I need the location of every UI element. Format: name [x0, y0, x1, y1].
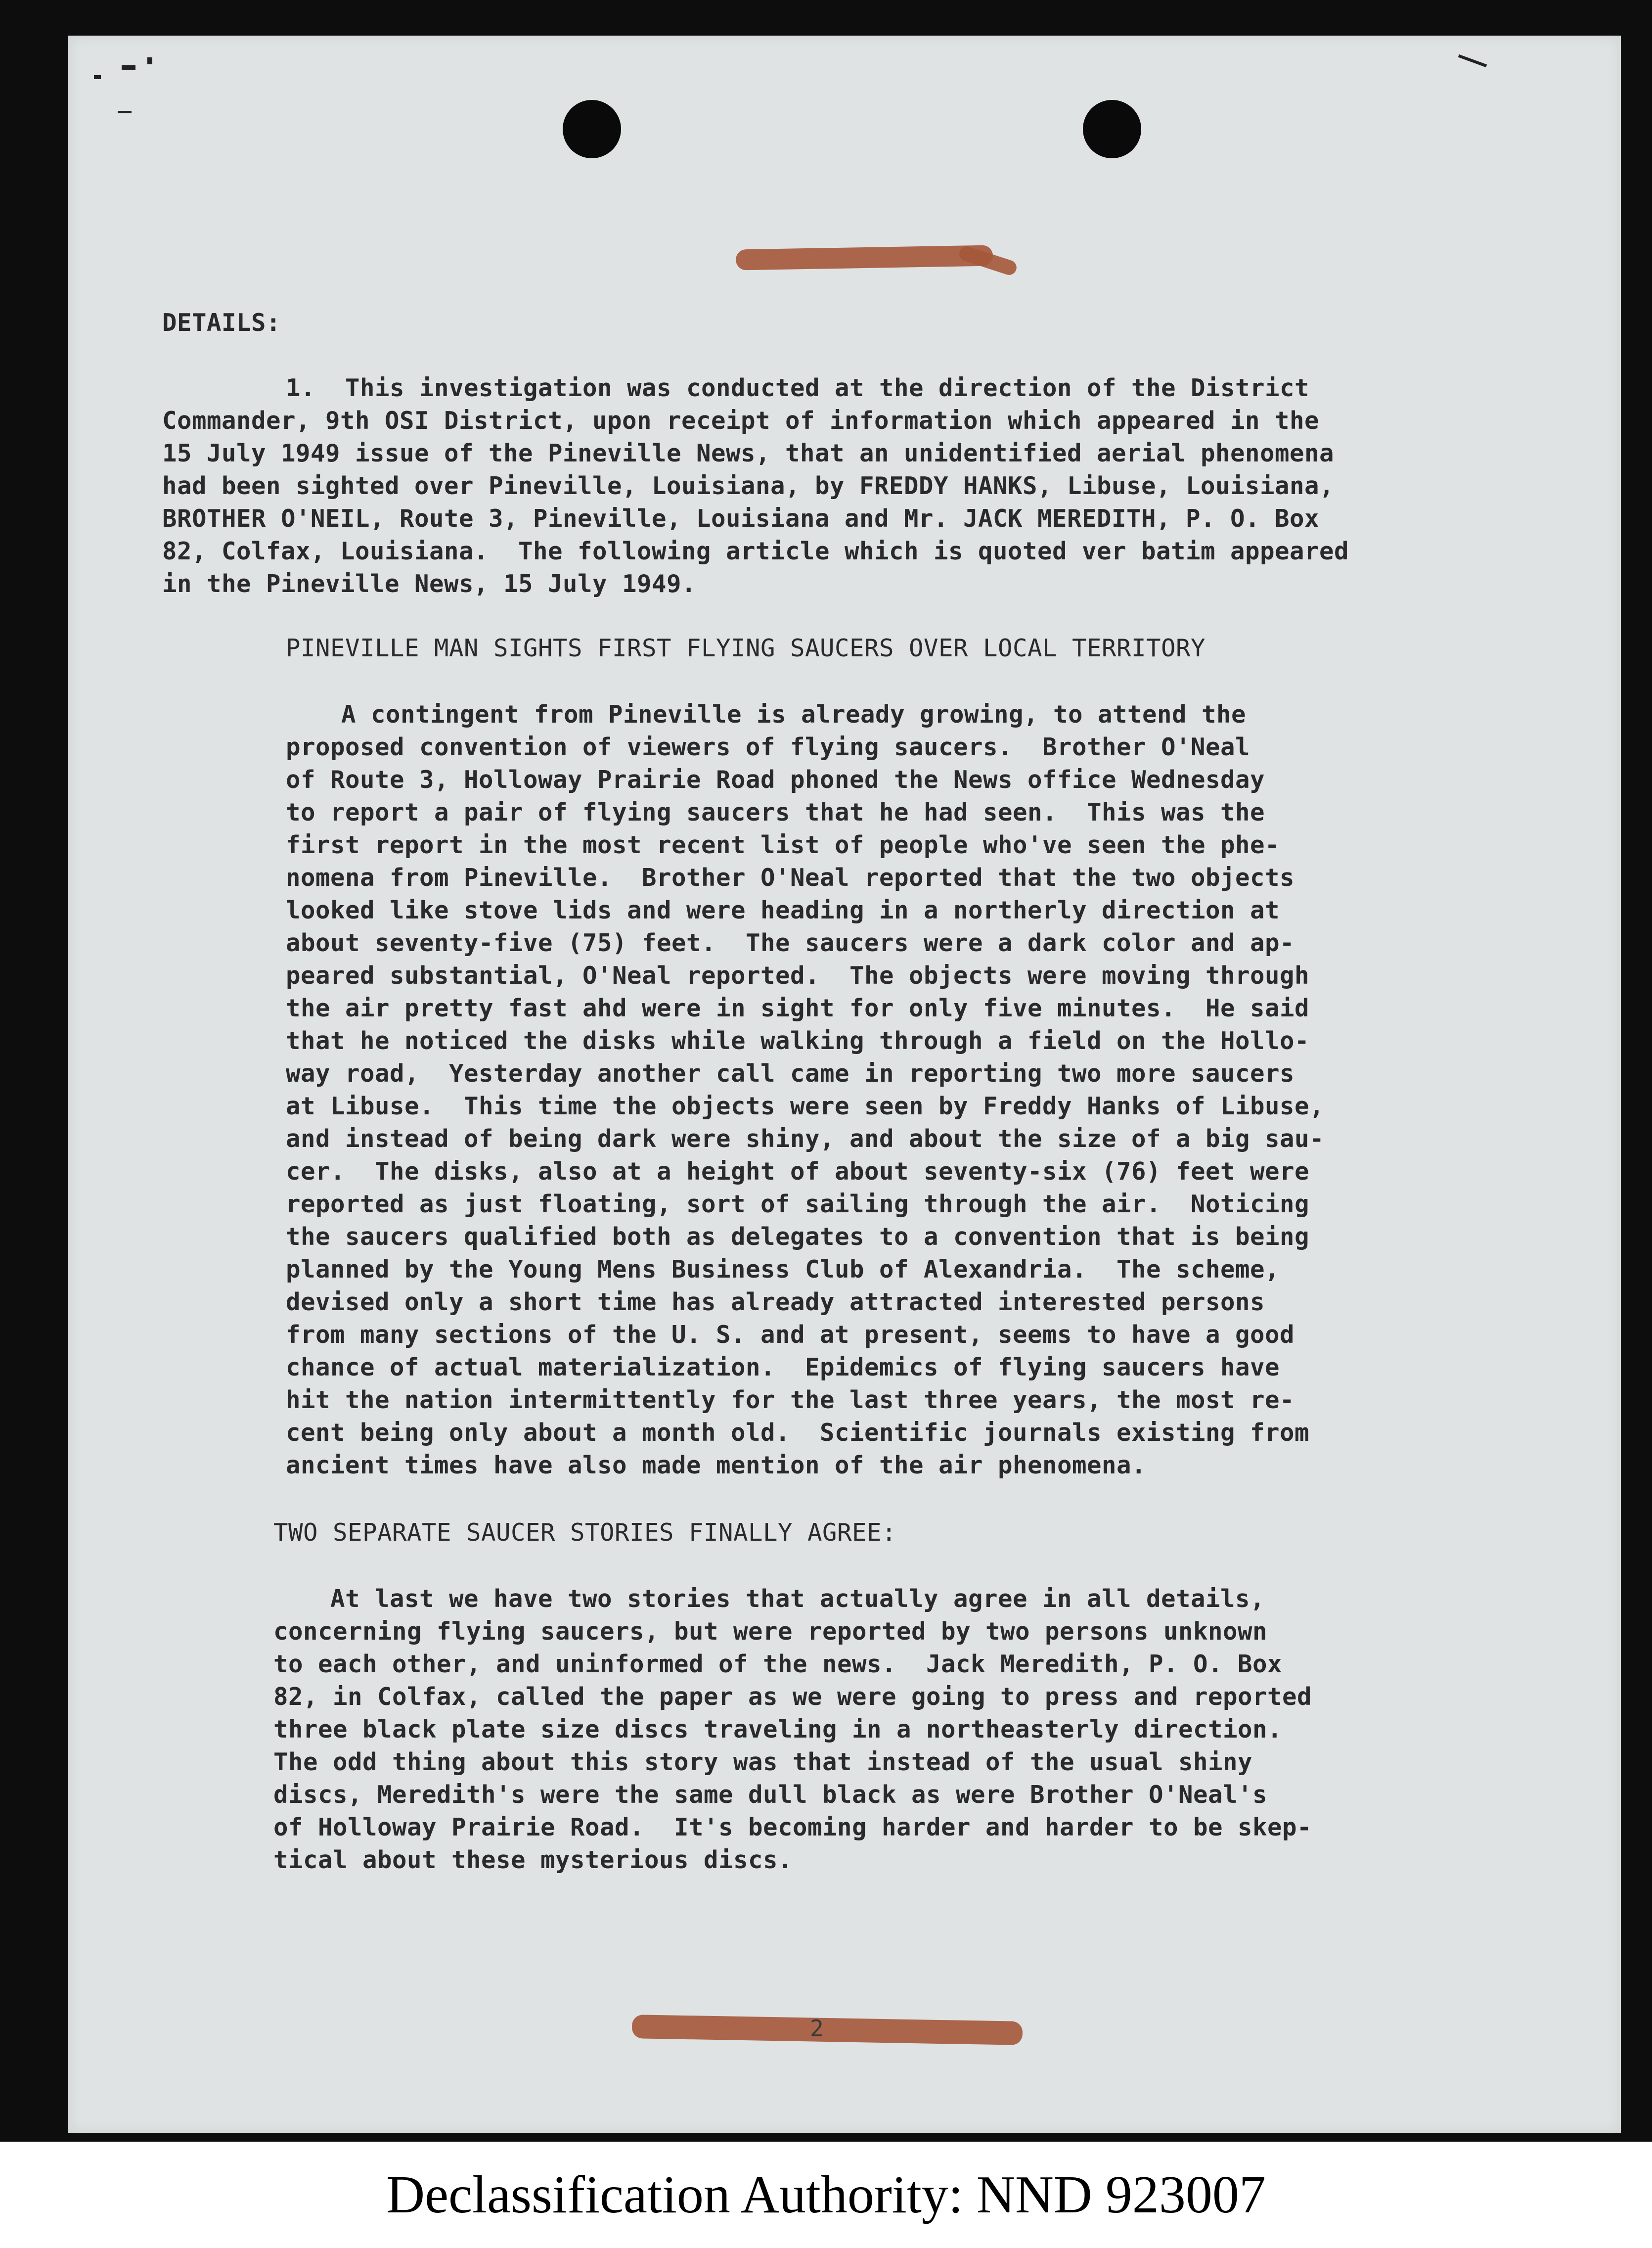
paragraph-1-line: 15 July 1949 issue of the Pineville News, that an unidentified aerial phenomena — [162, 439, 1335, 467]
article-2-line: The odd thing about this story was that instead of the usual shiny — [273, 1748, 1253, 1776]
article-1-line: hit the nation intermittently for the last three years, the most re- — [286, 1386, 1295, 1414]
article-2-line: 82, in Colfax, called the paper as we were going to press and reported — [273, 1683, 1312, 1711]
article-1-line: the saucers qualified both as delegates to a convention that is being — [286, 1223, 1310, 1251]
article-2-line: discs, Meredith's were the same dull black as were Brother O'Neal's — [273, 1781, 1268, 1809]
declassification-footer — [0, 2142, 1652, 2248]
article-2-line: to each other, and uninformed of the news. Jack Meredith, P. O. Box — [273, 1650, 1283, 1678]
article-1-line: and instead of being dark were shiny, and about the size of a big sau- — [286, 1125, 1325, 1153]
article-2-line: three black plate size discs traveling in a northeasterly direction. — [273, 1715, 1283, 1743]
article-1-title: PINEVILLE MAN SIGHTS FIRST FLYING SAUCERS OVER LOCAL TERRITORY — [286, 634, 1206, 662]
details-heading: DETAILS: — [162, 309, 281, 337]
article-2-line: tical about these mysterious discs. — [273, 1846, 793, 1874]
paragraph-1-line: in the Pineville News, 15 July 1949. — [162, 570, 697, 598]
article-1-line: the air pretty fast ahd were in sight for only five minutes. He said — [286, 994, 1310, 1022]
article-1-line: reported as just floating, sort of sailing through the air. Noticing — [286, 1190, 1310, 1218]
article-1-line: A contingent from Pineville is already growing, to attend the — [341, 700, 1247, 729]
article-1-line: first report in the most recent list of people who've seen the phe- — [286, 831, 1280, 859]
article-1-line: ancient times have also made mention of the air phenomena. — [286, 1451, 1147, 1479]
punch-hole-right — [1083, 100, 1141, 158]
article-2-line: concerning flying saucers, but were reported by two persons unknown — [273, 1617, 1268, 1646]
article-1-line: cent being only about a month old. Scientific journals existing from — [286, 1419, 1310, 1447]
classification-redaction-top — [736, 245, 993, 270]
article-1-line: devised only a short time has already attracted interested persons — [286, 1288, 1265, 1316]
article-2-line: of Holloway Prairie Road. It's becoming harder and harder to be skep- — [273, 1813, 1312, 1841]
article-1-line: planned by the Young Mens Business Club of Alexandria. The scheme, — [286, 1255, 1280, 1284]
scan-mark — [118, 111, 132, 113]
article-1-line: nomena from Pineville. Brother O'Neal reported that the two objects — [286, 864, 1295, 892]
article-1-line: at Libuse. This time the objects were seen by Freddy Hanks of Libuse, — [286, 1092, 1325, 1120]
declassification-authority-text: Declassification Authority: NND 923007 — [386, 2165, 1266, 2224]
article-1-line: chance of actual materialization. Epidemics of flying saucers have — [286, 1353, 1280, 1381]
scan-mark — [1458, 54, 1487, 67]
article-1-line: from many sections of the U. S. and at present, seems to have a good — [286, 1321, 1295, 1349]
page-number: 2 — [810, 2015, 824, 2042]
paragraph-1-line: 82, Colfax, Louisiana. The following article which is quoted ver batim appeared — [162, 537, 1349, 565]
article-2-title: TWO SEPARATE SAUCER STORIES FINALLY AGREE: — [273, 1518, 897, 1547]
article-1-line: of Route 3, Holloway Prairie Road phoned the News office Wednesday — [286, 766, 1265, 794]
punch-hole-left — [563, 100, 621, 158]
article-2-line: At last we have two stories that actually agree in all details, — [330, 1585, 1265, 1613]
article-1-line: proposed convention of viewers of flying saucers. Brother O'Neal — [286, 733, 1250, 761]
paragraph-1-line: had been sighted over Pineville, Louisiana, by FREDDY HANKS, Libuse, Louisiana, — [162, 472, 1335, 500]
article-1-line: to report a pair of flying saucers that he had seen. This was the — [286, 798, 1265, 826]
scan-mark — [94, 75, 101, 79]
scan-mark — [122, 65, 135, 70]
article-1-line: looked like stove lids and were heading in a northerly direction at — [286, 896, 1280, 924]
paragraph-1-line: 1. This investigation was conducted at the direction of the District — [286, 374, 1310, 402]
article-1-line: way road, Yesterday another call came in reporting two more saucers — [286, 1059, 1295, 1088]
article-1-line: cer. The disks, also at a height of about seventy-six (76) feet were — [286, 1157, 1310, 1186]
article-1-line: about seventy-five (75) feet. The saucers were a dark color and ap- — [286, 929, 1295, 957]
article-1-line: peared substantial, O'Neal reported. The objects were moving through — [286, 962, 1310, 990]
document-page — [68, 36, 1621, 2133]
scan-mark — [147, 57, 152, 64]
paragraph-1-line: BROTHER O'NEIL, Route 3, Pineville, Louisiana and Mr. JACK MEREDITH, P. O. Box — [162, 505, 1320, 533]
classification-redaction-bottom — [632, 2015, 1023, 2045]
paragraph-1-line: Commander, 9th OSI District, upon receipt of information which appeared in the — [162, 407, 1320, 435]
article-1-line: that he noticed the disks while walking through a field on the Hollo- — [286, 1027, 1310, 1055]
